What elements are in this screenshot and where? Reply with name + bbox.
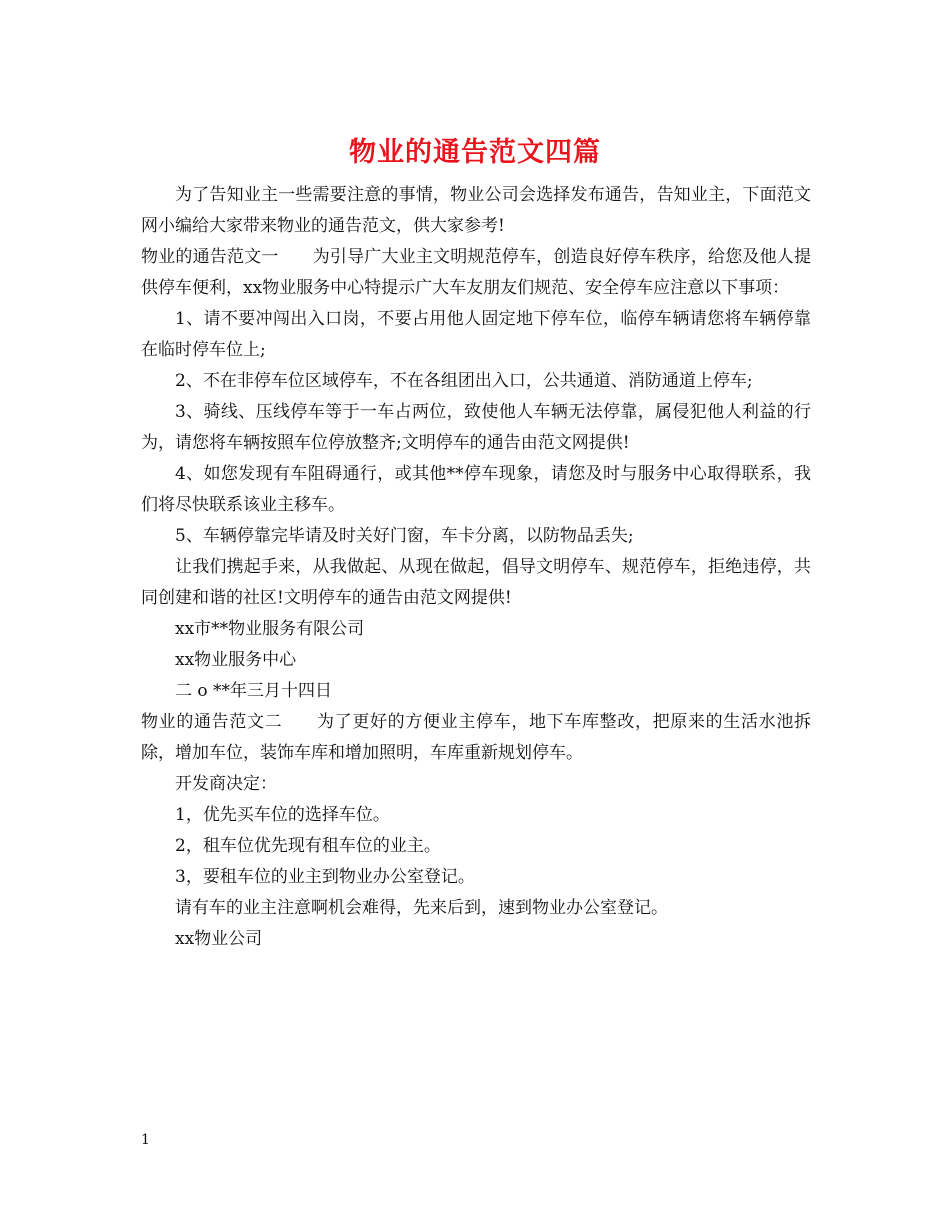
section2-item-3: 3，要租车位的业主到物业办公室登记。 xyxy=(175,867,475,887)
section1-closing: 让我们携起手来，从我做起、从现在做起，倡导文明停车、规范停车，拒绝违停，共同创建和谐的社区!文明停车的通告由范文网提供! xyxy=(141,557,811,608)
section2-decision-label: 开发商决定： xyxy=(175,774,277,794)
document-title: 物业的通告范文四篇 xyxy=(349,137,601,168)
section1-heading: 物业的通告范文一 xyxy=(141,247,279,267)
section1-item-1: 1、请不要冲闯出入口岗，不要占用他人固定地下停车位，临停车辆请您将车辆停靠在临时停车位上; xyxy=(141,309,811,360)
section1-item-2: 2、不在非停车位区域停车，不在各组团出入口，公共通道、消防通道上停车; xyxy=(175,371,753,391)
section2-closing: 请有车的业主注意啊机会难得，先来后到，速到物业办公室登记。 xyxy=(175,898,668,918)
section2-signature: xx物业公司 xyxy=(175,929,263,949)
section1-lead: 为引导广大业主文明规范停车，创造良好停车秩序，给您及他人提供停车便利，xx物业服务中心特提示广大车友朋友们规范、安全停车应注意以下事项： xyxy=(141,247,812,298)
section1-signature-company: xx市**物业服务有限公司 xyxy=(175,619,365,639)
section1-date: 二 o **年三月十四日 xyxy=(175,681,333,701)
section2-lead: 为了更好的方便业主停车，地下车库整改，把原来的生活水池拆除，增加车位，装饰车库和增加照明，车库重新规划停车。 xyxy=(141,712,812,763)
section1-item-5: 5、车辆停靠完毕请及时关好门窗，车卡分离，以防物品丢失; xyxy=(175,526,634,546)
intro-paragraph: 为了告知业主一些需要注意的事情，物业公司会选择发布通告，告知业主，下面范文网小编给大家带来物业的通告范文，供大家参考! xyxy=(141,185,811,236)
section1-item-3: 3、骑线、压线停车等于一车占两位，致使他人车辆无法停靠，属侵犯他人利益的行为，请您将车辆按照车位停放整齐;文明停车的通告由范文网提供! xyxy=(141,402,811,453)
section2-heading: 物业的通告范文二 xyxy=(141,712,283,732)
page-number: 1 xyxy=(141,1132,150,1148)
section2-item-2: 2，租车位优先现有租车位的业主。 xyxy=(175,836,441,856)
section1-signature-center: xx物业服务中心 xyxy=(175,650,297,670)
section1-item-4: 4、如您发现有车阻碍通行，或其他**停车现象，请您及时与服务中心取得联系，我们将尽快联系该业主移车。 xyxy=(141,464,811,515)
section2-paragraph xyxy=(141,707,811,769)
section1-paragraph xyxy=(141,242,811,304)
section2-item-1: 1，优先买车位的选择车位。 xyxy=(175,805,390,825)
document-body xyxy=(141,180,811,955)
